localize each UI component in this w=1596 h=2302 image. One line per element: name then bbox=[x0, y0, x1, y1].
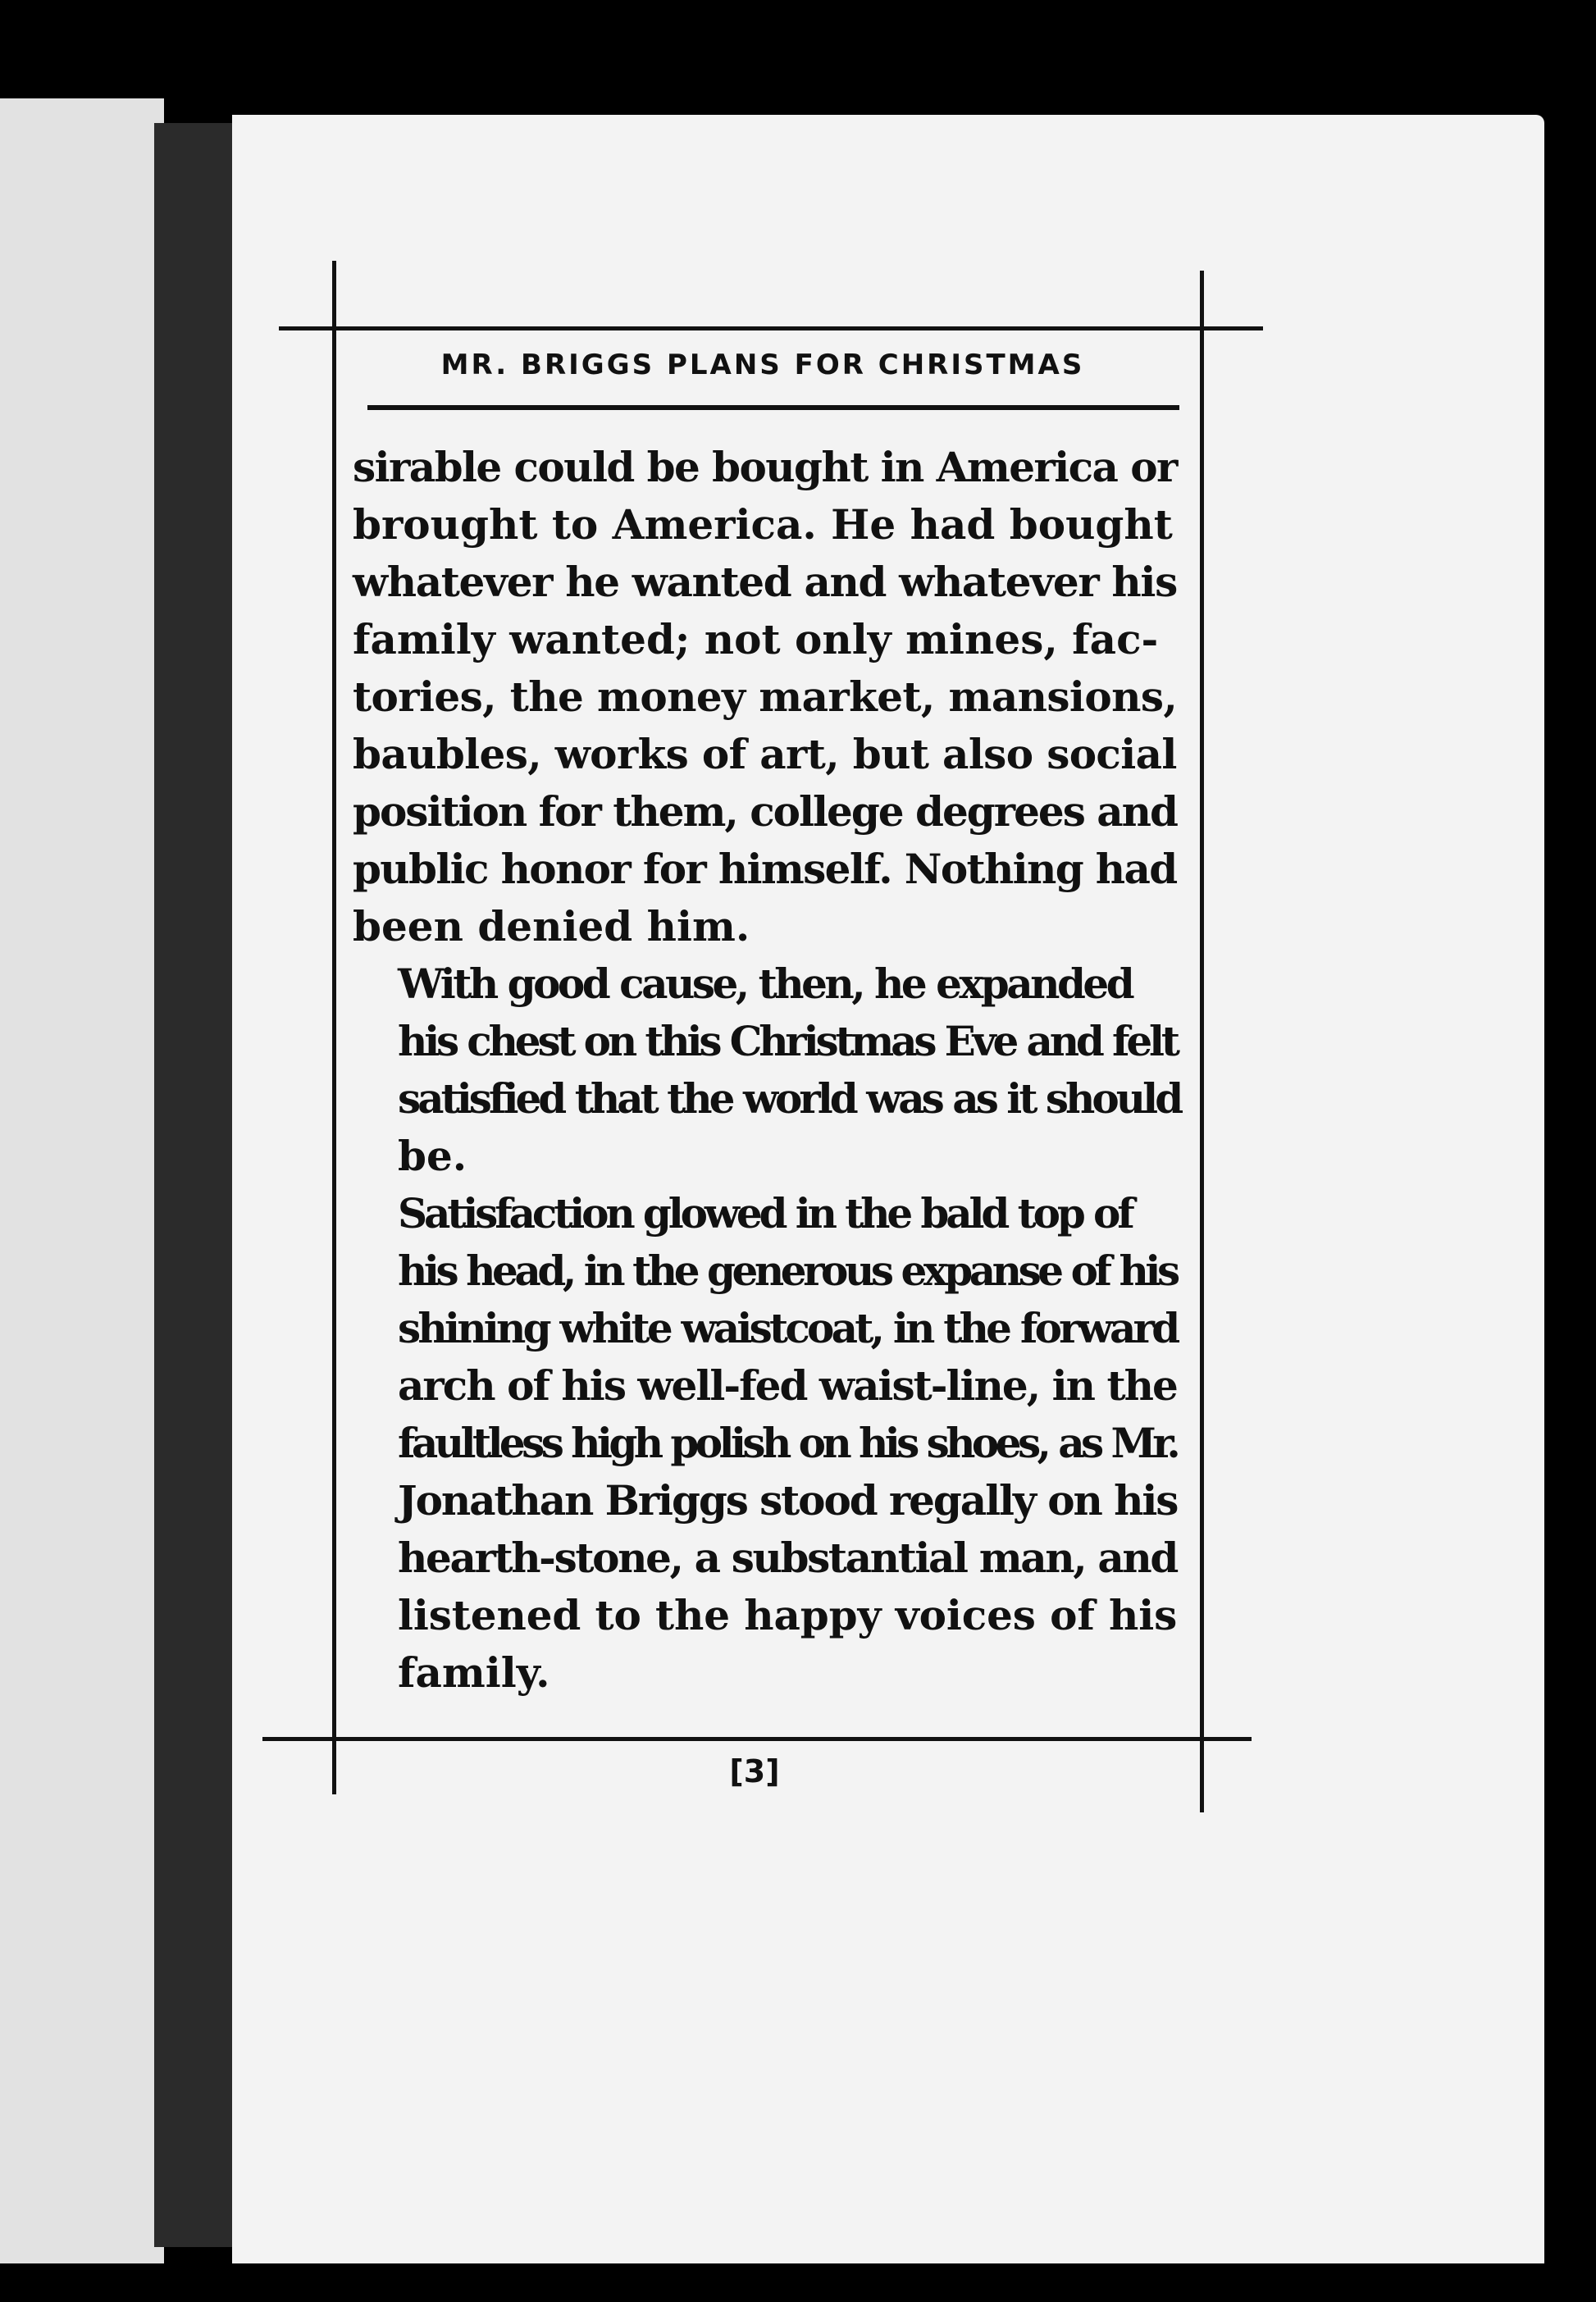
text-line: Satisfaction glowed in the bald top of bbox=[398, 1189, 1132, 1238]
frame-left-rule bbox=[332, 261, 336, 1794]
text-line: position for them, college degrees and bbox=[353, 787, 1177, 836]
text-line: his head, in the generous expanse of his bbox=[398, 1247, 1177, 1295]
text-line: shining white waistcoat, in the forward bbox=[398, 1304, 1178, 1352]
text-line: faultless high polish on his shoes, as Mr. bbox=[398, 1419, 1178, 1467]
text-line: his chest on this Christmas Eve and felt bbox=[398, 1017, 1177, 1065]
text-line: tories, the money market, mansions, bbox=[353, 672, 1178, 721]
text-line: public honor for himself. Nothing had bbox=[353, 845, 1177, 893]
paragraph bbox=[353, 439, 1177, 955]
text-line: hearth-stone, a substantial man, and bbox=[398, 1534, 1178, 1582]
book-spine-shadow bbox=[154, 123, 232, 2247]
text-line: be. bbox=[398, 1132, 467, 1180]
facing-page bbox=[0, 98, 164, 2263]
text-line: listened to the happy voices of his bbox=[398, 1591, 1178, 1639]
head-underline-rule bbox=[367, 405, 1179, 410]
text-line: satisfied that the world was as it should bbox=[398, 1074, 1181, 1123]
page-number: [3] bbox=[729, 1753, 780, 1789]
text-line: sirable could be bought in America or bbox=[353, 443, 1177, 491]
text-line: arch of his well-fed waist-line, in the bbox=[398, 1361, 1177, 1410]
text-line: brought to America. He had bought bbox=[353, 500, 1173, 549]
body-text bbox=[353, 439, 1181, 1702]
text-line: With good cause, then, he expanded bbox=[398, 960, 1133, 1008]
text-line: family wanted; not only mines, fac- bbox=[353, 615, 1159, 663]
running-head: MR. BRIGGS PLANS FOR CHRISTMAS bbox=[440, 349, 1085, 381]
paragraph bbox=[353, 1185, 1177, 1702]
text-line: been denied him. bbox=[353, 902, 750, 950]
frame-top-rule bbox=[279, 326, 1263, 330]
text-line: family. bbox=[398, 1648, 550, 1697]
paragraph bbox=[353, 955, 1181, 1185]
text-line: Jonathan Briggs stood regally on his bbox=[398, 1476, 1178, 1525]
text-line: baubles, works of art, but also social bbox=[353, 730, 1177, 778]
text-line: whatever he wanted and whatever his bbox=[353, 558, 1177, 606]
frame-bottom-rule bbox=[262, 1737, 1252, 1741]
frame-right-rule bbox=[1200, 271, 1204, 1812]
